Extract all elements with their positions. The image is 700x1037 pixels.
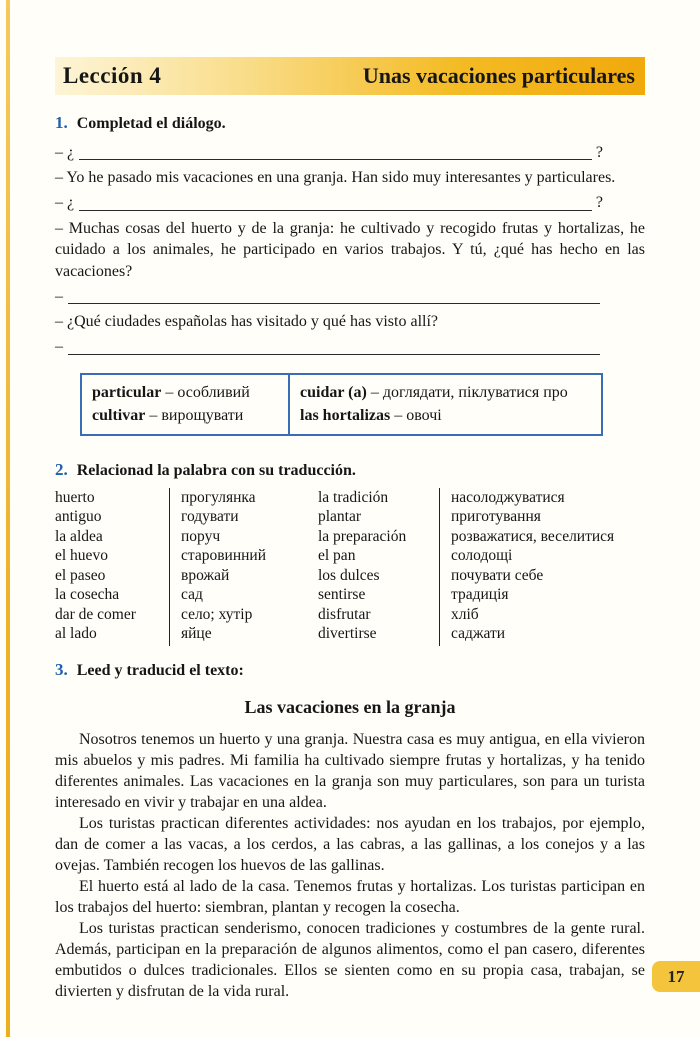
- lesson-header-band: [55, 57, 645, 95]
- match-es-word: el paseo: [55, 566, 106, 584]
- reading-paragraph: El huerto está al lado de la casa. Tenemos frutas y hortalizas. Los turistas participan en los trabajos del huerto: siembran, plantan y recogen la cosecha.: [55, 877, 645, 916]
- question-mark: ?: [595, 143, 603, 161]
- lesson-number: Lección 4: [63, 63, 162, 88]
- matching-table-left: [55, 488, 318, 646]
- match-es-word: dar de comer: [55, 605, 136, 623]
- match-es-word: el pan: [318, 547, 356, 564]
- dialogue-answer-2: – Muchas cosas del huerto y de la granja: he cultivado y recogido frutas y hortalizas, he cuidado a los animales, he participado en varios trabajos. Y tú, ¿qué has hecho en las vacaciones?: [55, 219, 645, 280]
- reading-paragraph: Los turistas practican senderismo, conocen tradiciones y costumbres de la gente rural. Además, participan en la preparación de algunos alimentos, como el pan casero, diferentes embutidos o dulces tradicionales. Ellos se sienten como en su propia casa, trabajan, se divierten y disfrutan de la vida rural.: [55, 919, 645, 1000]
- vocabulary-column-left: [82, 375, 290, 434]
- match-es-word: plantar: [318, 508, 362, 525]
- match-uk-word: яйце: [181, 625, 212, 642]
- vocab-term: particular: [92, 383, 162, 401]
- match-uk-word: традиція: [451, 586, 509, 603]
- exercise1-heading: [55, 113, 645, 133]
- dialogue-dash-open: – ¿: [55, 143, 75, 161]
- dialogue-dash: –: [55, 338, 63, 355]
- reading-text-title: Las vacaciones en la granja: [244, 696, 456, 717]
- reading-paragraph: Los turistas practican diferentes actividades: nos ayudan en los trabajos, por ejemplo, dan de comer a las vacas, a los cerdos, a las cabras, a las gallinas, a los conejos y a las ovejas. También recogen los huevos de las gallinas.: [55, 814, 645, 874]
- answer-blank-line: [68, 354, 600, 355]
- match-uk-word: годувати: [181, 508, 239, 525]
- vocab-term: cuidar (a): [300, 383, 367, 401]
- match-es-word: huerto: [55, 488, 95, 506]
- exercise2-heading: [55, 460, 645, 480]
- dialogue-blank-question-1: [55, 141, 603, 163]
- match-es-word: la cosecha: [55, 586, 120, 603]
- match-uk-word: старовинний: [181, 547, 267, 564]
- ukrainian-word-column-1: [170, 488, 318, 646]
- vocab-entry: [300, 381, 591, 404]
- match-es-word: el huevo: [55, 547, 108, 564]
- dialogue-dash-open: – ¿: [55, 194, 75, 211]
- dialogue-answer-1: – Yo he pasado mis vacaciones en una granja. Han sido muy interesantes y particulares.: [55, 169, 616, 186]
- match-es-word: la preparación: [318, 527, 407, 545]
- answer-blank-line: [79, 210, 592, 211]
- match-uk-word: врожай: [181, 566, 230, 584]
- exercise3-instruction: Leed y traducid el texto:: [76, 661, 244, 679]
- question-mark: ?: [595, 194, 603, 211]
- reading-paragraph: Nosotros tenemos un huerto y una granja. Nuestra casa es muy antigua, en ella vivieron mis abuelos y mis padres. Mi familia ha cultivado siempre frutas y hortalizas, y ha tenido diferentes animales. Las vacaciones en la granja son muy particulares, son para un turista interesado en vivir y trabajar en una aldea.: [55, 730, 645, 811]
- vocab-entry: [300, 404, 591, 427]
- match-uk-word: саджати: [451, 625, 506, 642]
- match-uk-word: розважатися, веселитися: [451, 527, 615, 545]
- match-es-word: los dulces: [318, 566, 380, 584]
- exercise3-heading: [55, 660, 645, 680]
- exercise1-instruction: Completad el diálogo.: [76, 115, 226, 132]
- vocab-entry: [92, 381, 278, 404]
- vocab-translation: – доглядати, піклуватися про: [370, 383, 568, 401]
- match-uk-word: солодощі: [451, 547, 513, 564]
- match-uk-word: село; хутір: [181, 605, 253, 623]
- matching-table-right: [318, 488, 645, 646]
- vocabulary-column-right: [290, 375, 601, 434]
- vocab-term: las hortalizas: [300, 406, 391, 424]
- match-uk-word: приготування: [451, 508, 541, 525]
- page-number: 17: [667, 966, 685, 986]
- match-es-word: antiguo: [55, 508, 102, 525]
- answer-blank-line: [79, 159, 592, 160]
- exercise3-number: 3.: [55, 659, 68, 679]
- page-number-badge: [652, 961, 700, 992]
- match-uk-word: насолоджуватися: [451, 488, 565, 506]
- match-uk-word: прогулянка: [181, 488, 256, 506]
- vocab-translation: – вирощувати: [149, 406, 244, 424]
- dialogue-dash: –: [55, 287, 63, 305]
- match-es-word: la aldea: [55, 527, 103, 545]
- match-es-word: al lado: [55, 625, 97, 642]
- dialogue-blank-answer-2: [55, 336, 603, 358]
- match-es-word: sentirse: [318, 586, 366, 603]
- lesson-title: Unas vacaciones particulares: [362, 63, 635, 88]
- exercise1-number: 1.: [55, 113, 68, 132]
- spanish-word-column-2: [318, 488, 440, 646]
- match-uk-word: хліб: [451, 605, 479, 623]
- spanish-word-column-1: [55, 488, 170, 646]
- ukrainian-word-column-2: [440, 488, 645, 646]
- match-uk-word: сад: [181, 586, 203, 603]
- vocab-translation: – овочі: [394, 406, 442, 424]
- dialogue-blank-answer-1: [55, 285, 603, 307]
- answer-blank-line: [68, 303, 600, 304]
- vocab-entry: [92, 404, 278, 427]
- left-accent-stripe: [6, 0, 10, 1037]
- dialogue-blank-question-2: [55, 192, 603, 214]
- page-content: [55, 57, 645, 1002]
- vocab-term: cultivar: [92, 406, 146, 424]
- dialogue-question-3: – ¿Qué ciudades españolas has visitado y qué has visto allí?: [55, 313, 439, 330]
- exercise2-number: 2.: [55, 459, 68, 479]
- matching-exercise: [55, 488, 645, 646]
- match-es-word: divertirse: [318, 625, 377, 642]
- match-uk-word: почувати себе: [451, 566, 544, 584]
- match-es-word: la tradición: [318, 488, 389, 506]
- vocabulary-box: [80, 373, 603, 436]
- match-uk-word: поруч: [181, 527, 221, 545]
- exercise2-instruction: Relacionad la palabra con su traducción.: [76, 461, 356, 479]
- dialogue: [55, 141, 645, 358]
- match-es-word: disfrutar: [318, 605, 371, 623]
- vocab-translation: – особливий: [165, 383, 250, 401]
